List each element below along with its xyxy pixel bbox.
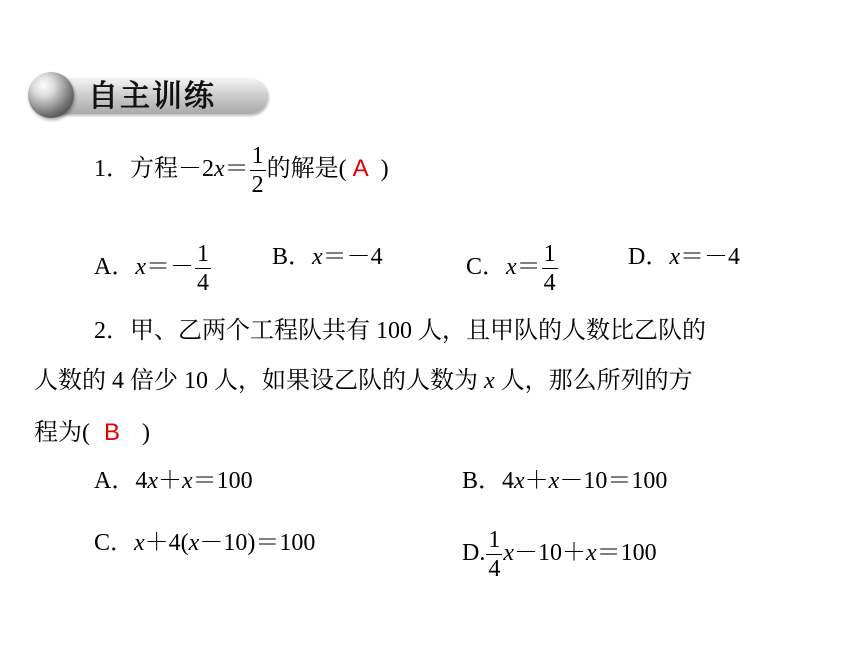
q1-option-b-expr: ＝－4: [322, 244, 383, 270]
q1-suffix: 的解是(: [266, 156, 347, 183]
sphere-bullet-icon: [28, 72, 74, 118]
q2-option-b: [462, 466, 667, 496]
q1-option-b-var: x: [312, 244, 323, 270]
q1-option-c-denominator: 4: [543, 270, 556, 296]
q1-option-a-var: x: [135, 254, 146, 281]
q2-answer: B: [104, 419, 121, 446]
q1-option-c-label: C．: [466, 254, 507, 281]
q2-option-b-var1: x: [514, 468, 525, 494]
q1-option-a-denominator: 4: [197, 270, 209, 296]
q2-option-c-mid: ＋4(: [144, 530, 189, 556]
q1-option-a-expr: ＝－: [146, 254, 194, 281]
q1-prefix: 1．方程－2: [94, 156, 214, 183]
q2-option-b-plus: ＋: [524, 468, 549, 494]
q1-option-a-label: A．: [94, 254, 136, 281]
q1-variable: x: [214, 156, 225, 183]
q2-option-a-rest: ＝100: [192, 468, 253, 494]
q2-line-3-a: 程为(: [34, 420, 90, 446]
q2-option-d-var2: x: [586, 540, 597, 567]
q1-option-a: [94, 242, 212, 295]
q1-option-c-fraction: [542, 242, 558, 295]
q1-option-d: [628, 242, 740, 272]
q2-option-d-var1: x: [503, 540, 514, 567]
q2-option-c-var2: x: [188, 530, 200, 556]
q2-option-c: [94, 528, 315, 558]
q2-option-d-fraction: [486, 528, 502, 581]
q1-option-c-expr: ＝: [516, 254, 541, 281]
q2-line-2: [34, 366, 693, 396]
q1-option-d-label: D．: [628, 244, 670, 270]
q1-close-paren: ): [380, 156, 389, 183]
q1-option-b: [272, 242, 383, 272]
q2-option-c-var1: x: [134, 530, 145, 556]
q2-line-1: 2．甲、乙两个工程队共有 100 人，且甲队的人数比乙队的: [94, 318, 706, 344]
q1-option-c: [466, 242, 559, 295]
q2-option-b-var2: x: [548, 468, 560, 494]
q2-close-paren: ): [142, 420, 151, 446]
q2-option-b-label: B．: [462, 468, 503, 494]
q2-option-a: [94, 466, 253, 496]
q2-variable: x: [484, 368, 495, 394]
q1-equals: ＝: [224, 156, 249, 183]
q1-fraction-numerator: 1: [251, 143, 264, 169]
q2-option-a-var1: x: [147, 468, 158, 494]
q2-option-a-var2: x: [182, 468, 193, 494]
q1-fraction: [250, 144, 266, 197]
q2-option-b-rest: －10＝100: [559, 468, 668, 494]
q1-option-d-expr: ＝－4: [680, 244, 740, 270]
q2-option-a-label: A．: [94, 468, 136, 494]
q2-option-c-label: C．: [94, 530, 135, 556]
q1-option-d-var: x: [669, 244, 680, 270]
q2-option-d-mid: －10＋: [514, 540, 586, 567]
q2-line-2-b: 人，那么所列的方: [494, 368, 693, 394]
q2-option-d-rest: ＝100: [596, 540, 657, 567]
q2-option-c-rest: －10)＝100: [199, 530, 316, 556]
q2-line-2-a: 人数的 4 倍少 10 人，如果设乙队的人数为: [34, 368, 484, 394]
q1-option-b-label: B．: [272, 244, 313, 270]
q2-option-a-coef: 4: [135, 468, 148, 494]
q1-option-c-numerator: 1: [543, 241, 556, 267]
q1-option-c-var: x: [506, 254, 517, 281]
q2-option-d-label: D.: [462, 540, 486, 567]
q2-option-b-coef: 4: [502, 468, 515, 494]
q2-option-d: [462, 528, 657, 581]
q1-fraction-denominator: 2: [251, 172, 264, 198]
q2-line-3: [34, 418, 150, 448]
q2-option-d-numerator: 1: [488, 527, 501, 553]
q2-option-a-plus: ＋: [158, 468, 182, 494]
section-banner: [26, 68, 276, 118]
q2-option-d-denominator: 4: [488, 556, 501, 582]
question-1-stem: [94, 144, 389, 197]
q1-option-a-numerator: 1: [197, 241, 209, 267]
q1-answer: A: [352, 155, 369, 183]
q1-option-a-fraction: [195, 242, 211, 295]
section-title: 自主训练: [88, 79, 216, 114]
